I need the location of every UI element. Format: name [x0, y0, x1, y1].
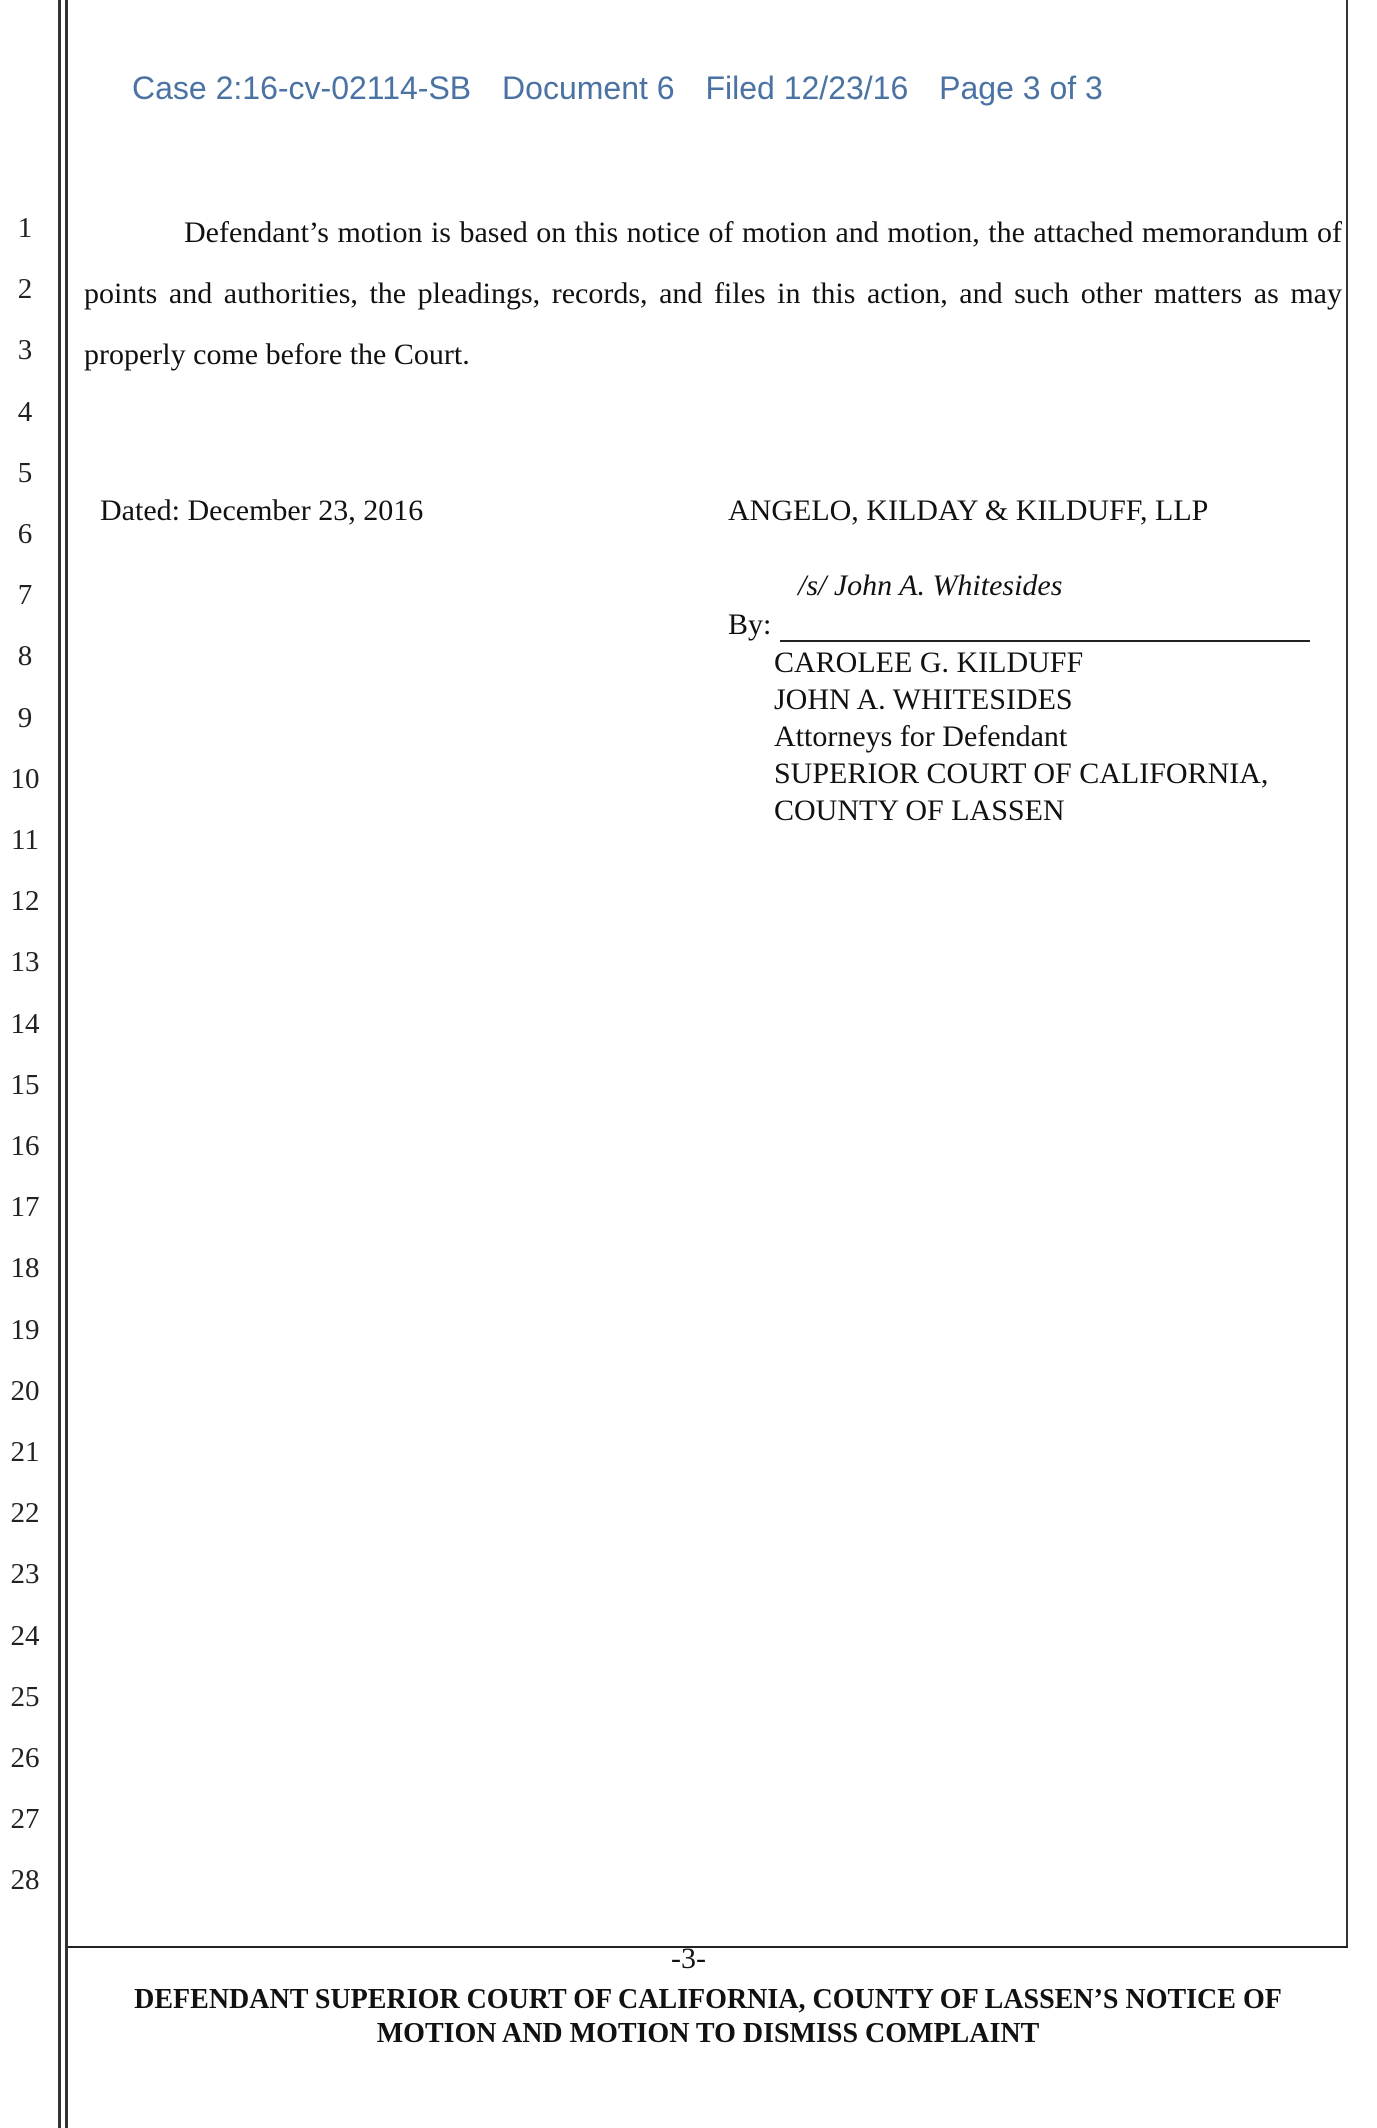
- electronic-signature: /s/ John A. Whitesides: [798, 569, 1063, 602]
- line-number: 28: [10, 1864, 40, 1897]
- line-number: 7: [17, 579, 33, 612]
- firm-name: ANGELO, KILDAY & KILDUFF, LLP: [728, 494, 1209, 527]
- line-number: 27: [10, 1803, 40, 1836]
- line-number: 15: [10, 1068, 40, 1101]
- line-number: 14: [10, 1007, 40, 1040]
- footer-title-line-1: DEFENDANT SUPERIOR COURT OF CALIFORNIA, COUNTY OF LASSEN’S NOTICE OF: [134, 1984, 1282, 2015]
- line-number: 12: [10, 885, 40, 918]
- line-number: 22: [10, 1497, 40, 1530]
- line-number: 16: [10, 1130, 40, 1162]
- line-number: 11: [11, 824, 39, 856]
- line-number: 13: [10, 946, 40, 979]
- line-number: 1: [17, 212, 33, 244]
- document-number: Document 6: [502, 70, 675, 106]
- ecf-header: [132, 70, 1125, 107]
- line-number: 23: [10, 1558, 40, 1591]
- line-number: 6: [17, 518, 33, 550]
- line-number: 9: [17, 701, 33, 734]
- signature-block: [774, 644, 1268, 829]
- line-number: 21: [10, 1436, 40, 1468]
- left-margin-rule-outer: [58, 0, 61, 2128]
- attorney-name-1: CAROLEE G. KILDUFF: [774, 646, 1084, 679]
- page-number: -3-: [671, 1942, 706, 1975]
- right-margin-rule: [1346, 0, 1348, 1946]
- signature-line: [780, 640, 1310, 642]
- line-number: 18: [10, 1252, 40, 1285]
- line-number: 4: [17, 395, 33, 428]
- left-margin-rule-inner: [65, 0, 68, 2128]
- line-number: 20: [10, 1374, 40, 1407]
- line-number: 19: [10, 1313, 40, 1346]
- case-number: Case 2:16-cv-02114-SB: [132, 70, 472, 106]
- dated-line: Dated: December 23, 2016: [100, 494, 424, 527]
- client-name-2: COUNTY OF LASSEN: [774, 794, 1065, 827]
- line-number: 2: [17, 273, 33, 306]
- footer-title-line-2: MOTION AND MOTION TO DISMISS COMPLAINT: [376, 2018, 1040, 2049]
- attorney-role: Attorneys for Defendant: [774, 720, 1068, 753]
- line-number: 8: [17, 640, 33, 673]
- line-number: 3: [17, 334, 33, 367]
- page-count: Page 3 of 3: [939, 70, 1103, 106]
- by-label: By:: [728, 608, 772, 641]
- footer-title: [68, 1983, 1348, 2051]
- line-number: 5: [17, 456, 33, 489]
- line-number: 26: [10, 1742, 40, 1774]
- line-number: 17: [10, 1191, 40, 1224]
- line-number: 25: [10, 1680, 40, 1713]
- client-name-1: SUPERIOR COURT OF CALIFORNIA,: [774, 757, 1269, 790]
- line-number: 10: [10, 762, 40, 795]
- body-paragraph: Defendant’s motion is based on this notice of motion and motion, the attached memorandum of points and authorities, the pleadings, records, and files in this action, and such other matters as may properly come before the Court.: [84, 216, 1342, 371]
- attorney-name-2: JOHN A. WHITESIDES: [774, 683, 1073, 716]
- line-number: 24: [10, 1619, 40, 1652]
- filed-date: Filed 12/23/16: [705, 70, 909, 106]
